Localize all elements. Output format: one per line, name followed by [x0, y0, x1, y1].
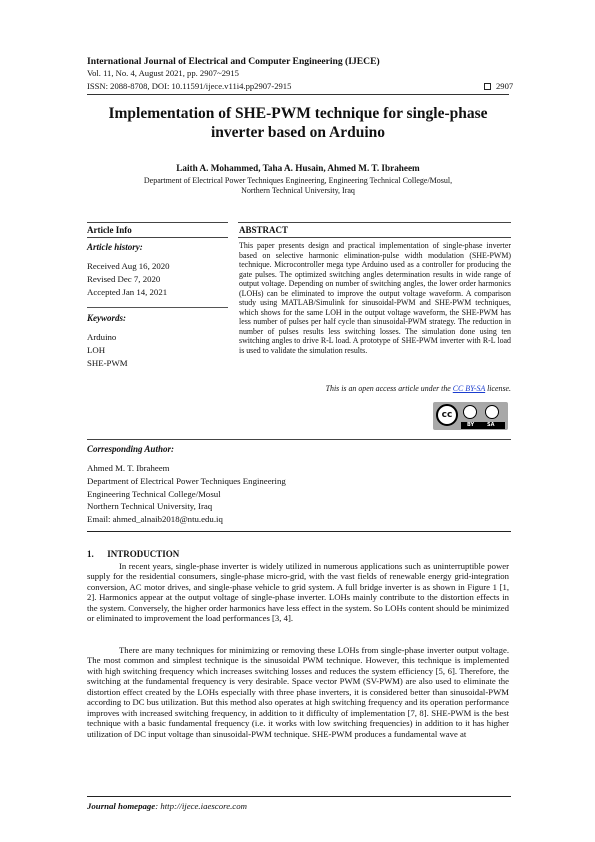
keywords-heading: Keywords:: [87, 313, 126, 323]
homepage-label: Journal homepage: [87, 801, 156, 811]
divider: [87, 531, 511, 532]
abstract-heading: ABSTRACT: [239, 225, 289, 235]
divider: [87, 439, 511, 440]
history-heading: Article history:: [87, 242, 143, 252]
body-paragraph: In recent years, single-phase inverter is widely utilized in numerous applications such as uninterruptible power supply for the residential consumers, single-phase micro-grid, with the vast fields of renewable energy grid-integration conversion, AC motor drives, and single-phase vehicle to grid system. A full bridge inverter is as shown in Figure 1 [1, 2]. Harmonics appear at the output voltage of single-phase inverter. LOHs mainly contribute to the distortion effects in the system. Conversely, the higher order harmonics have less effect in the system. So LOHs content should be minimized or eliminated to improvement the load performances [3, 4].: [87, 561, 509, 624]
header-divider: [87, 94, 509, 95]
license-suffix: license.: [485, 384, 511, 393]
license-line: [239, 384, 511, 393]
keyword: SHE-PWM: [87, 357, 128, 368]
divider: [238, 222, 511, 223]
by-label: BY: [467, 422, 475, 428]
sa-label: SA: [487, 422, 495, 428]
license-prefix: This is an open access article under the: [325, 384, 453, 393]
history-revised: Revised Dec 7, 2020: [87, 273, 161, 284]
author-department: Department of Electrical Power Techniques Engineering: [87, 475, 286, 486]
abstract-text: This paper presents design and practical implementation of single-phase inverter based on selective harmonic elimination-pulse width modulation (SHE-PWM) technique. Microcontroller mega type Arduino used as a controller for producing the gate pulses. The optimized switching angles determination results in wide range of output voltage. Depending on number of switching angles, the lower order harmonics (LOHs) can be eliminated to improve the output voltage waveform. A comparison study using MATLAB/Simulink for sinusoidal-PWM and SHE-PWM techniques, which shows for the same LOH in the output voltage waveform, the SHE-PWM has less number of pulses per half cycle than sinusoidal-PWM strategy. The reduction in number of pulses results less switching losses. The simulation done using ten switching angles to drive R-L load. A prototype of SHE-PWM inverter with R-L load is used to validate the simulation results.: [239, 241, 511, 356]
divider: [87, 307, 228, 308]
volume-info: Vol. 11, No. 4, August 2021, pp. 2907~2915: [87, 68, 239, 78]
sa-share-icon: [485, 405, 499, 419]
introduction-heading: 1. INTRODUCTION: [87, 549, 180, 559]
journal-homepage: [87, 801, 247, 811]
footer-divider: [87, 796, 511, 797]
history-received: Received Aug 16, 2020: [87, 261, 170, 271]
paper-title: Implementation of SHE-PWM technique for single-phase inverter based on Arduino: [108, 105, 488, 141]
by-person-icon: [463, 405, 477, 419]
page-number: 2907: [496, 81, 514, 91]
author-university: Northern Technical University, Iraq: [87, 501, 213, 512]
affiliation-line: Department of Electrical Power Techniques Engineering, Engineering Technical College/Mosul,: [143, 176, 453, 185]
article-info-heading: Article Info: [87, 225, 132, 235]
homepage-url[interactable]: : http://ijece.iaescore.com: [155, 801, 247, 811]
square-icon: [484, 83, 491, 90]
keyword: Arduino: [87, 332, 117, 342]
keyword-list: [87, 331, 128, 369]
author-name: Ahmed M. T. Ibraheem: [87, 463, 170, 473]
author-email: Email: ahmed_alnaib2018@ntu.edu.iq: [87, 514, 223, 525]
keyword: LOH: [87, 344, 106, 355]
divider: [87, 222, 228, 223]
issn-doi: ISSN: 2088-8708, DOI: 10.11591/ijece.v11i4.pp2907-2915: [87, 81, 292, 91]
cc-icon: cc: [436, 404, 458, 426]
authors: Laith A. Mohammed, Taha A. Husain, Ahmed M. T. Ibraheem: [176, 163, 420, 173]
body-paragraph: There are many techniques for minimizing or removing these LOHs from single-phase inverter output voltage. The most common and simplest technique is the sinusoidal PWM technique. However, this technique is implemented with high switching frequency which increases switching losses and reduces the system efficiency [5, 6]. Therefore, the switching at the fundamental frequency is very desirable. Space vector PWM (SV-PWM) are also used to eliminate the distortion effect created by the LOHs especially with three phase inverters, it is considered better than sinusoidal-PWM according to DC bus utilization. But this method also operates at high switching frequency and its operation performance improves with increased switching frequency, in addition to it difficulty of implementation [7, 8]. SHE-PWM is the best technique with a basic fundamental frequency (i.e. it works with low switching frequencies) in addition to it has higher utilization of DC input voltage than sinusoidal-PWM technique. SHE-PWM produces a fundamental wave at: [87, 645, 509, 739]
affiliation: [87, 176, 509, 196]
history-accepted: Accepted Jan 14, 2021: [87, 286, 168, 297]
corresponding-details: [87, 462, 286, 526]
author-college: Engineering Technical College/Mosul: [87, 488, 221, 499]
affiliation-line: Northern Technical University, Iraq: [241, 186, 355, 195]
divider: [87, 237, 228, 238]
license-link[interactable]: CC BY-SA: [452, 384, 486, 393]
history-list: [87, 260, 170, 298]
cc-label-bar: [461, 422, 505, 429]
divider: [238, 237, 511, 238]
journal-title: International Journal of Electrical and Computer Engineering (IJECE): [87, 56, 380, 67]
corresponding-heading: Corresponding Author:: [87, 444, 174, 454]
cc-by-sa-badge: [433, 402, 508, 430]
